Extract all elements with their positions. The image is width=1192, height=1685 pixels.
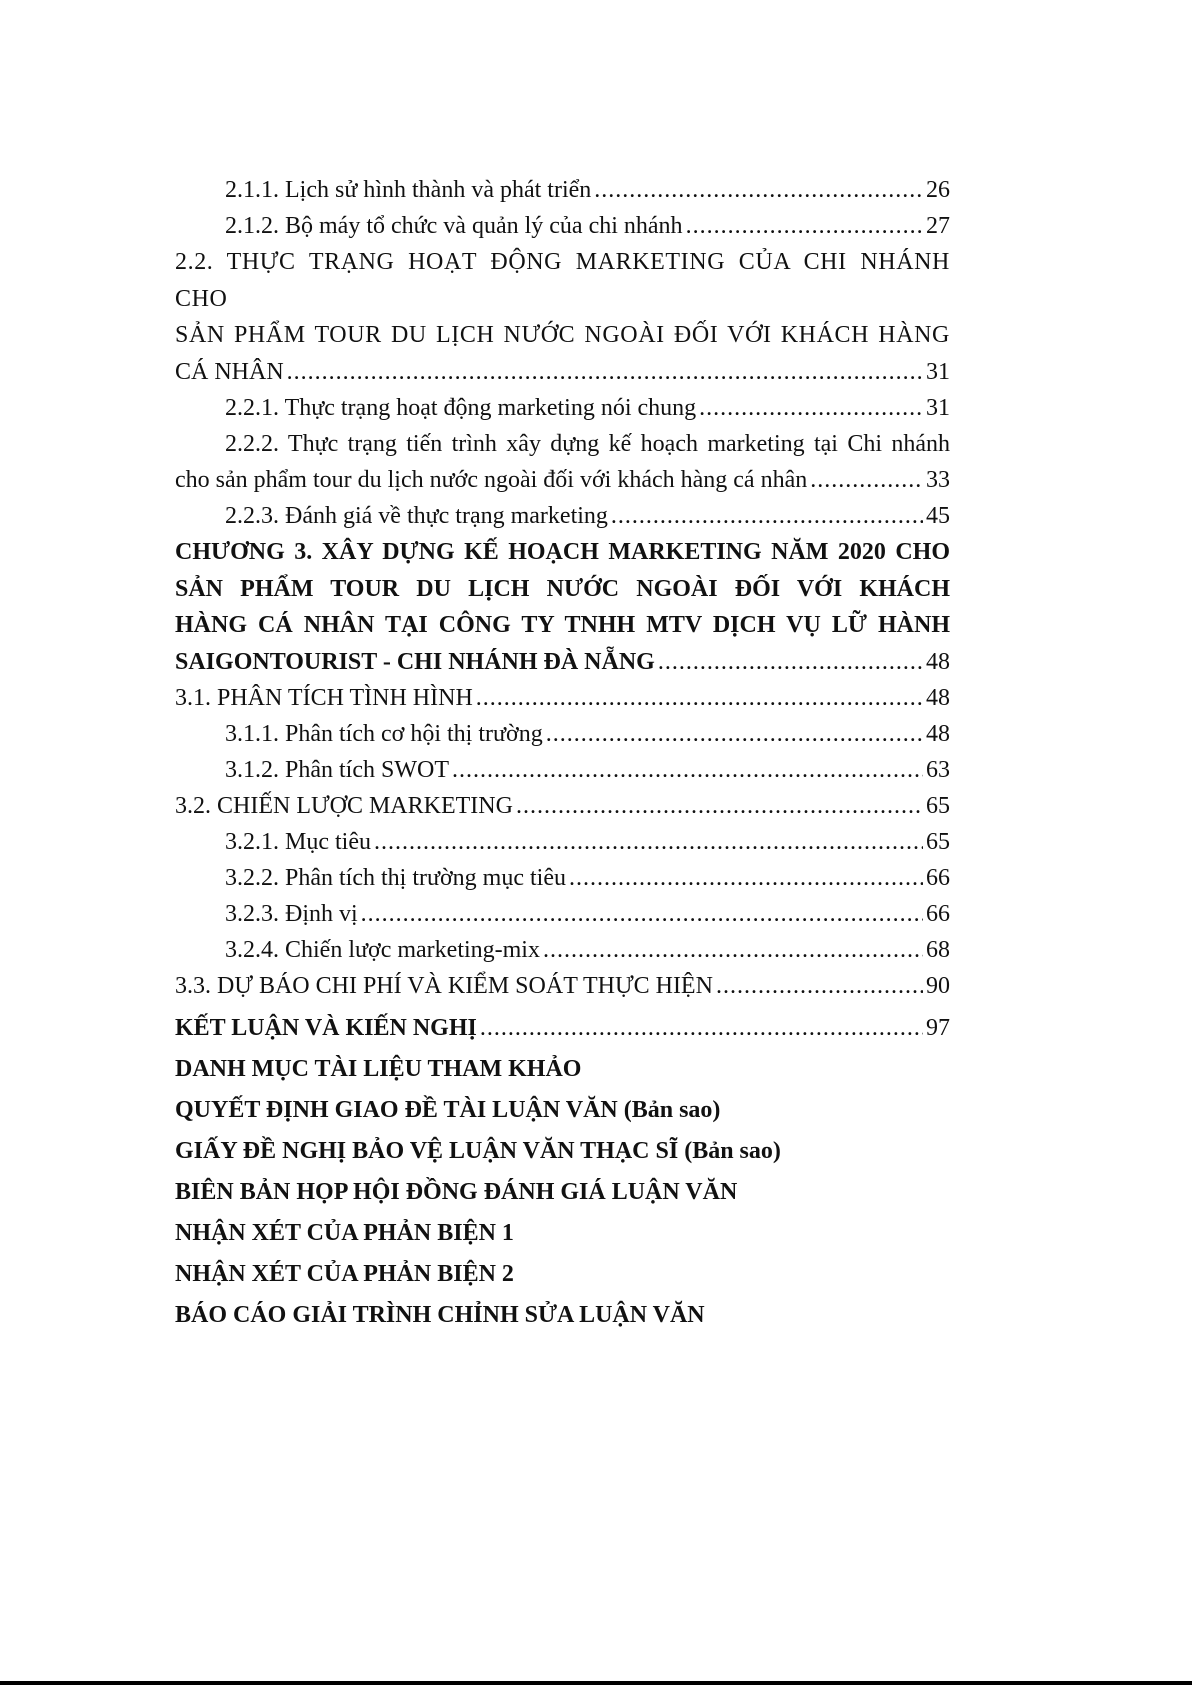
toc-entry-title: 3.2.4. Chiến lược marketing-mix xyxy=(225,936,540,963)
toc-entry-3-1-2[interactable] xyxy=(175,752,950,788)
toc-leader-dots xyxy=(476,680,923,716)
toc-entry-2-2-1[interactable] xyxy=(175,390,950,426)
toc-entry-2-1-1[interactable] xyxy=(175,172,950,208)
toc-page-number: 97 xyxy=(926,1014,950,1041)
toc-page-number: 26 xyxy=(926,177,950,203)
toc-appendix-item[interactable]: NHẬN XÉT CỦA PHẢN BIỆN 1 xyxy=(175,1219,514,1246)
toc-page-number: 66 xyxy=(926,864,950,891)
toc-page-number: 65 xyxy=(926,828,950,855)
toc-leader-dots xyxy=(569,860,923,896)
toc-page-number: 48 xyxy=(926,720,950,747)
toc-leader-dots xyxy=(658,644,923,680)
toc-page-number: 27 xyxy=(926,213,950,239)
toc-leader-dots xyxy=(699,390,923,426)
toc-entry-title: CÁ NHÂN xyxy=(175,358,284,385)
toc-leader-dots xyxy=(594,172,923,208)
toc-appendix-item[interactable]: NHẬN XÉT CỦA PHẢN BIỆN 2 xyxy=(175,1260,514,1287)
toc-leader-dots xyxy=(287,354,923,390)
toc-leader-dots xyxy=(374,824,923,860)
toc-appendix-item[interactable]: DANH MỤC TÀI LIỆU THAM KHẢO xyxy=(175,1055,582,1082)
toc-entry-title: 2.2.1. Thực trạng hoạt động marketing nói chung xyxy=(225,394,697,421)
toc-entry-title: 3.2.3. Định vị xyxy=(225,900,358,927)
toc-leader-dots xyxy=(810,462,923,498)
toc-leader-dots xyxy=(546,716,923,752)
toc-entry-2-2-2-last-line[interactable] xyxy=(175,462,950,498)
toc-entry-3-1[interactable] xyxy=(175,680,950,716)
toc-entry-title-line: 2.2. THỰC TRẠNG HOẠT ĐỘNG MARKETING CỦA CHI NHÁNH CHO xyxy=(175,249,950,312)
toc-entry-title: cho sản phẩm tour du lịch nước ngoài đối với khách hàng cá nhân xyxy=(175,467,808,493)
toc-entry-title: 3.1.2. Phân tích SWOT xyxy=(225,756,449,783)
toc-page-number: 65 xyxy=(926,792,950,819)
toc-entry-conclusion[interactable] xyxy=(175,1008,950,1049)
toc-page-number: 48 xyxy=(926,684,950,711)
toc-entry-2-2-last-line[interactable] xyxy=(175,354,950,390)
toc-leader-dots xyxy=(516,788,923,824)
toc-appendix-item[interactable]: QUYẾT ĐỊNH GIAO ĐỀ TÀI LUẬN VĂN (Bản sao) xyxy=(175,1096,721,1123)
toc-entry-title: 3.2. CHIẾN LƯỢC MARKETING xyxy=(175,792,513,819)
toc-leader-dots xyxy=(480,1008,923,1049)
table-of-contents xyxy=(175,172,950,1336)
toc-leader-dots xyxy=(716,968,923,1004)
toc-page-number: 66 xyxy=(926,900,950,927)
toc-entry-2-2-2[interactable] xyxy=(175,426,950,463)
toc-entry-title: 3.3. DỰ BÁO CHI PHÍ VÀ KIỂM SOÁT THỰC HIỆN xyxy=(175,972,713,999)
toc-entry-title: 3.1.1. Phân tích cơ hội thị trường xyxy=(225,720,543,747)
toc-entry-3-3[interactable] xyxy=(175,968,950,1004)
toc-entry-title: KẾT LUẬN VÀ KIẾN NGHỊ xyxy=(175,1014,477,1041)
toc-entry-title: 2.1.2. Bộ máy tổ chức và quản lý của chi nhánh xyxy=(225,213,683,239)
toc-entry-3-1-1[interactable] xyxy=(175,716,950,752)
page-bottom-border xyxy=(0,1681,1192,1685)
toc-page-number: 45 xyxy=(926,503,950,529)
toc-entry-chapter-3[interactable] xyxy=(175,534,950,644)
toc-entry-title-line: 2.2.2. Thực trạng tiến trình xây dựng kế hoạch marketing tại Chi nhánh xyxy=(225,430,950,457)
toc-entry-3-2[interactable] xyxy=(175,788,950,824)
toc-entry-chapter-3-last-line[interactable] xyxy=(175,644,950,680)
toc-entry-3-2-3[interactable] xyxy=(175,896,950,932)
toc-entry-title-line: CHƯƠNG 3. XÂY DỰNG KẾ HOẠCH MARKETING NĂM 2020 CHO xyxy=(175,539,950,565)
toc-leader-dots xyxy=(611,498,923,534)
toc-entry-title: 3.2.1. Mục tiêu xyxy=(225,828,371,855)
toc-entry-title-line: HÀNG CÁ NHÂN TẠI CÔNG TY TNHH MTV DỊCH VỤ LỮ HÀNH xyxy=(175,612,950,638)
toc-entry-title-line: SẢN PHẨM TOUR DU LỊCH NƯỚC NGOÀI ĐỐI VỚI KHÁCH HÀNG xyxy=(175,322,950,348)
toc-entry-title-line: SẢN PHẨM TOUR DU LỊCH NƯỚC NGOÀI ĐỐI VỚI KHÁCH xyxy=(175,575,950,602)
toc-entry-3-2-2[interactable] xyxy=(175,860,950,896)
toc-entry-3-2-4[interactable] xyxy=(175,932,950,968)
toc-entry-title: 3.2.2. Phân tích thị trường mục tiêu xyxy=(225,864,566,891)
toc-page-number: 33 xyxy=(926,467,950,493)
toc-leader-dots xyxy=(361,896,923,932)
toc-page-number: 31 xyxy=(926,394,950,421)
toc-entry-title: 2.2.3. Đánh giá về thực trạng marketing xyxy=(225,503,608,529)
toc-leader-dots xyxy=(543,932,923,968)
toc-entry-3-2-1[interactable] xyxy=(175,824,950,860)
toc-page-number: 48 xyxy=(926,648,950,675)
toc-entry-2-1-2[interactable] xyxy=(175,208,950,244)
toc-appendix-item[interactable]: BÁO CÁO GIẢI TRÌNH CHỈNH SỬA LUẬN VĂN xyxy=(175,1301,705,1328)
toc-entry-title: 3.1. PHÂN TÍCH TÌNH HÌNH xyxy=(175,684,473,711)
toc-entry-2-2-3[interactable] xyxy=(175,498,950,534)
toc-leader-dots xyxy=(686,208,923,244)
toc-page-number: 63 xyxy=(926,756,950,783)
toc-entry-2-2[interactable] xyxy=(175,244,950,354)
toc-page-number: 68 xyxy=(926,936,950,963)
toc-leader-dots xyxy=(452,752,923,788)
toc-appendix-item[interactable]: GIẤY ĐỀ NGHỊ BẢO VỆ LUẬN VĂN THẠC SĨ (Bản sao) xyxy=(175,1137,781,1164)
toc-entry-title: SAIGONTOURIST - CHI NHÁNH ĐÀ NẴNG xyxy=(175,648,655,675)
toc-page-number: 90 xyxy=(926,972,950,999)
toc-entry-title: 2.1.1. Lịch sử hình thành và phát triển xyxy=(225,177,592,203)
toc-page-number: 31 xyxy=(926,358,950,385)
toc-appendix-item[interactable]: BIÊN BẢN HỌP HỘI ĐỒNG ĐÁNH GIÁ LUẬN VĂN xyxy=(175,1178,738,1205)
